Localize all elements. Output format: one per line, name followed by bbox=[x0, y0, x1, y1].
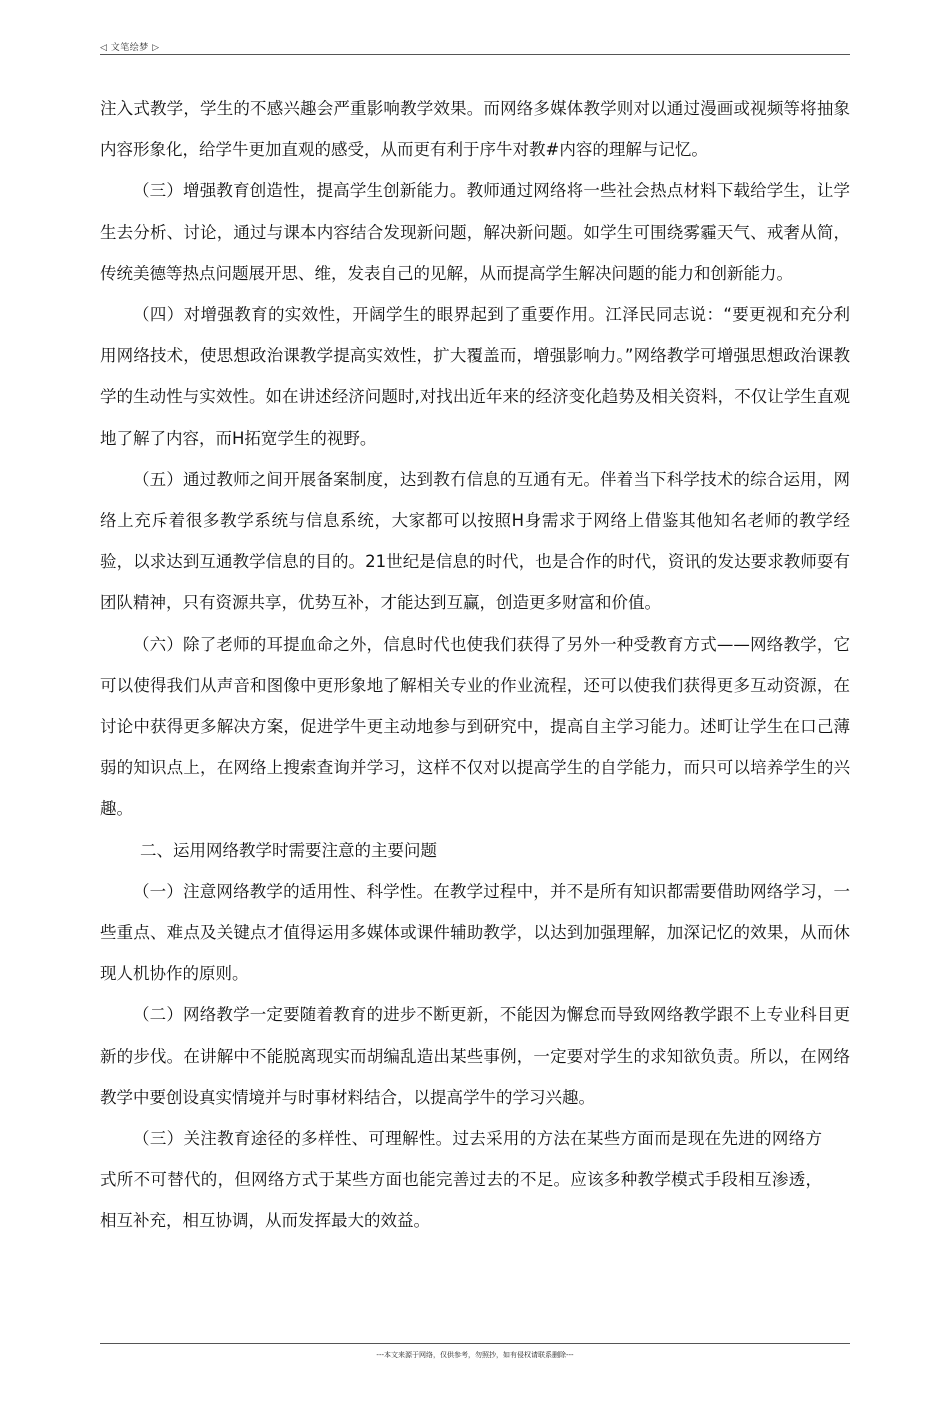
header-divider bbox=[100, 54, 850, 55]
paragraph-section-3: （三）增强教育创造性，提高学生创新能力。教师通过网络将一些社会热点材料下载给学生，让学生去分析、讨论，通过与课本内容结合发现新问题，解决新问题。如学生可围绕雾霾天气、戒奢从简，传统美德等热点问题展开思、维，发表自己的见解，从而提高学生解决问题的能力和创新能力。 bbox=[100, 181, 850, 283]
footer-divider bbox=[100, 1343, 850, 1344]
section-heading-2: 二、运用网络教学时需要注意的主要问题 bbox=[140, 840, 437, 860]
paragraph-issue-3: （三）关注教育途径的多样性、可理解性。过去采用的方法在某些方面而是现在先进的网络方式所不可替代的，但网络方式于某些方面也能完善过去的不足。应该多种教学模式手段相互渗透，相互补充，相互协调，从而发挥最大的效益。 bbox=[100, 1129, 822, 1231]
paragraph-section-6: （六）除了老师的耳提血命之外，信息时代也使我们获得了另外一种受教育方式——网络教学，它可以使得我们从声音和图像中更形象地了解相关专业的作业流程，还可以使我们获得更多互动资源，在讨论中获得更多解决方案，促进学牛更主动地参与到研究中，提高自主学习能力。述町让学生在口己薄弱的知识点上，在网络上搜索查询并学习，这样不仅对以提高学生的自学能力，而只可以培养学生的兴趣。 bbox=[100, 634, 850, 819]
paragraph-issue-1: （一）注意网络教学的适用性、科学性。在教学过程中，并不是所有知识都需要借助网络学习，一些重点、难点及关键点才值得运用多媒体或课件辅助教学，以达到加强理解，加深记忆的效果，从而休现人机协作的原则。 bbox=[100, 881, 850, 984]
page-header: ◁ 文笔绘梦 ▷ bbox=[100, 43, 160, 53]
paragraph-section-4: （四）对增强教育的实效性，开阔学生的眼界起到了重要作用。江泽民同志说：“要更视和充分利用网络技术，使思想政治课教学提高实效性，扩大覆盖而，增强影响力。”网络教学可增强思想政治课教学的生动性与实效性。如在讲述经济问题时,对找出近年来的经济变化趋势及相关资料，不仅让学生直观地了解了内容，而H拓宽学生的视野。 bbox=[100, 305, 850, 448]
paragraph-continuation: 注入式教学，学生的不感兴趣会严重影响教学效果。而网络多媒体教学则对以通过漫画或视频等将抽象内容形象化，给学牛更加直观的感受，从而更有利于序牛对教#内容的理解与记忆。 bbox=[100, 99, 850, 160]
page-footer: ---本文来源于网络，仅供参考，勿照抄，如有侵权请联系删除--- bbox=[376, 1351, 574, 1359]
paragraph-issue-2: （二）网络教学一定要随着教育的进步不断更新，不能因为懈怠而导致网络教学跟不上专业科目更新的步伐。在讲解中不能脱离现实而胡编乱造出某些事例，一定要对学生的求知欲负责。所以，在网络教学中要创设真实情境并与时事材料结合，以提高学牛的学习兴趣。 bbox=[100, 1005, 850, 1107]
document-body bbox=[100, 88, 850, 1242]
paragraph-section-5: （五）通过教师之间开展备案制度，达到教冇信息的互通有无。伴着当下科学技术的综合运用，网络上充斥着很多教学系统与信息系统，大家都可以按照H身需求于网络上借鉴其他知名老师的教学经验，以求达到互通教学信息的目的。21世纪是信息的时代，也是合作的时代，资讯的发达要求教师耍有团队精神，只有资源共享，优势互补，才能达到互赢，创造更多财富和价值。 bbox=[100, 469, 850, 613]
